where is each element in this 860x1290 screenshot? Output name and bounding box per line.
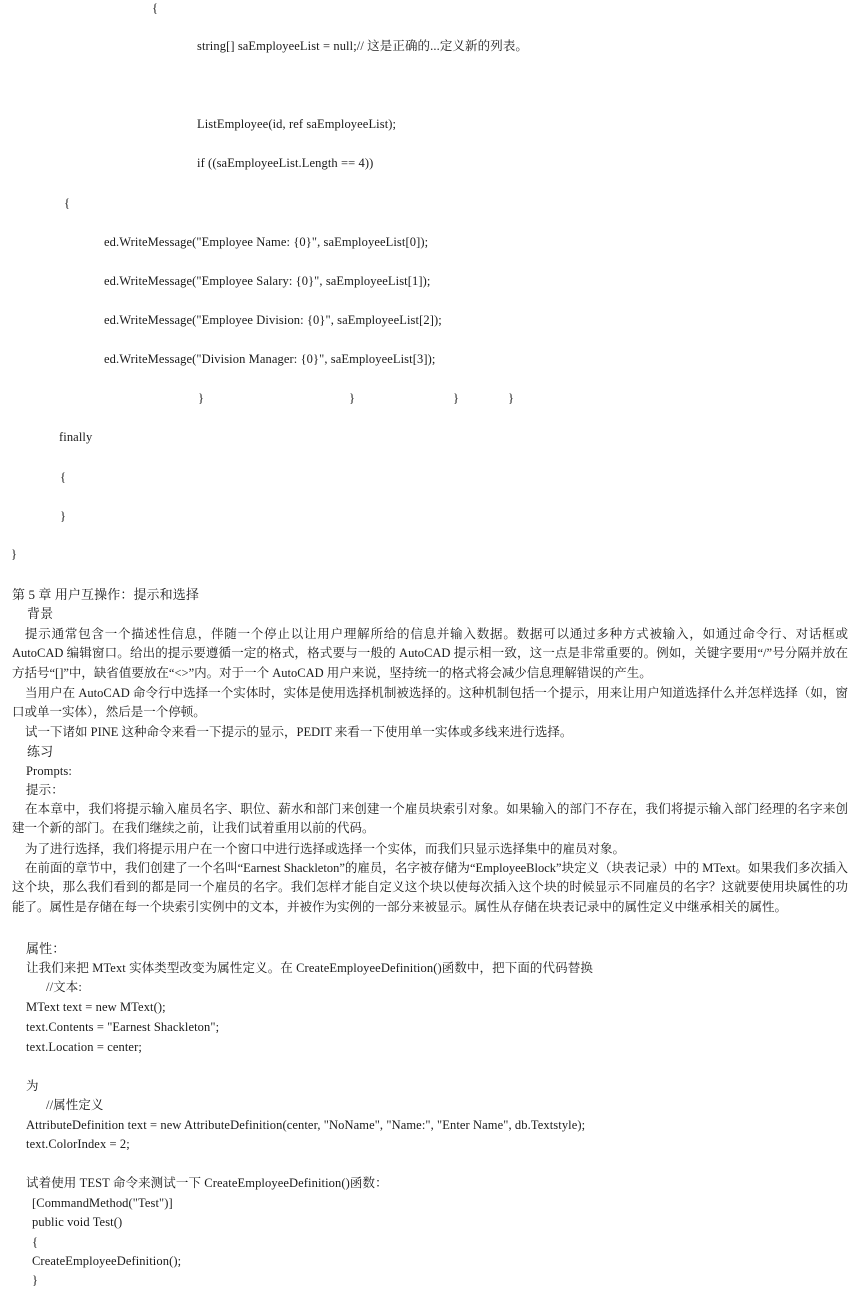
code-brace: } [508,391,515,405]
paragraph: 提示通常包含一个描述性信息，伴随一个停止以让用户理解所给的信息并输入数据。数据可以通过多种方式被输入，如通过命令行、对话框或AutoCAD 编辑窗口。给出的提示要遵循一定的格式，格式要与一般的 AutoCAD 提示相一致，这一点是非常重要的。例如，关键字要用“/”号分隔并放在方括号“[]”中，缺省值要放在“<>”内。对于一个 AutoCAD 用户来说，坚持统一的格式将会减少信息理解错误的产生。 [12,627,848,680]
code-line: { [64,196,71,210]
code-line: } [11,547,18,561]
code-comment: //属性定义 [46,1098,104,1112]
code-line: string[] saEmployeeList = null;// 这是正确的...定义新的列表。 [197,39,529,53]
code-line: CreateEmployeeDefinition(); [32,1254,182,1268]
code-line: public void Test() [32,1215,123,1229]
code-line: ed.WriteMessage("Employee Name: {0}", saEmployeeList[0]); [104,235,429,249]
code-line: text.Contents = "Earnest Shackleton"; [26,1020,220,1034]
code-line: } [32,1273,39,1287]
paragraph: 在前面的章节中，我们创建了一个名叫“Earnest Shackleton”的雇员，名字被存储为“EmployeeBlock”块定义（块表记录）中的 MText。如果我们多次插入这个块，那么我们看到的都是同一个雇员的名字。我们怎样才能自定义这个块以使每次插入这个块的时候显示不同雇员的名字？这就要使用块属性的功能了。属性是存储在每一个块索引实例中的文本，并被作为实例的一部分来被显示。属性从存储在块表记录中的属性定义中继承相关的属性。 [12,861,848,914]
paragraph: 让我们来把 MText 实体类型改变为属性定义。在 CreateEmployeeDefinition()函数中，把下面的代码替换 [26,961,593,975]
section-heading: 提示： [26,783,64,797]
code-comment: //文本: [46,980,82,994]
code-line: AttributeDefinition text = new AttributeDefinition(center, "NoName", "Name:", "Enter Name", db.Textstyle); [26,1118,586,1132]
code-line: text.ColorIndex = 2; [26,1137,130,1151]
code-line: ListEmployee(id, ref saEmployeeList); [197,117,397,131]
code-line: [CommandMethod("Test")] [32,1196,173,1210]
text-line: 为 [26,1079,39,1093]
section-heading: 属性： [26,941,66,956]
paragraph: 当用户在 AutoCAD 命令行中选择一个实体时，实体是使用选择机制被选择的。这种机制包括一个提示，用来让用户知道选择什么并怎样选择（如，窗口或单一实体），然后是一个停顿。 [12,686,848,720]
code-line: finally [59,430,93,444]
code-line: MText text = new MText(); [26,1000,166,1014]
code-line: ed.WriteMessage("Employee Salary: {0}", saEmployeeList[1]); [104,274,431,288]
code-brace: } [453,391,460,405]
code-line: ed.WriteMessage("Employee Division: {0}", saEmployeeList[2]); [104,313,442,327]
code-brace: } [349,391,356,405]
code-line: { [152,1,159,15]
code-line: { [60,470,67,484]
paragraph: 为了进行选择，我们将提示用户在一个窗口中进行选择或选择一个实体，而我们只显示选择集中的雇员对象。 [25,842,626,856]
paragraph: 在本章中，我们将提示输入雇员名字、职位、薪水和部门来创建一个雇员块索引对象。如果输入的部门不存在，我们将提示输入部门经理的名字来创建一个新的部门。在我们继续之前，让我们试着重用以前的代码。 [12,802,848,836]
code-line: ed.WriteMessage("Division Manager: {0}", saEmployeeList[3]); [104,352,436,366]
code-brace: } [198,391,205,405]
code-line: if ((saEmployeeList.Length == 4)) [197,156,374,170]
code-line: } [60,509,67,523]
chapter-title: 第 5 章 用户互操作：提示和选择 [12,587,199,602]
paragraph: 试一下诸如 PINE 这种命令来看一下提示的显示，PEDIT 来看一下使用单一实体或多线来进行选择。 [25,725,573,739]
section-heading: Prompts: [26,764,72,778]
section-heading: 背景 [27,606,54,621]
code-line: text.Location = center; [26,1040,142,1054]
section-heading: 练习 [27,744,54,759]
text-line: 试着使用 TEST 命令来测试一下 CreateEmployeeDefinition()函数： [26,1176,388,1190]
code-line: { [32,1235,39,1249]
